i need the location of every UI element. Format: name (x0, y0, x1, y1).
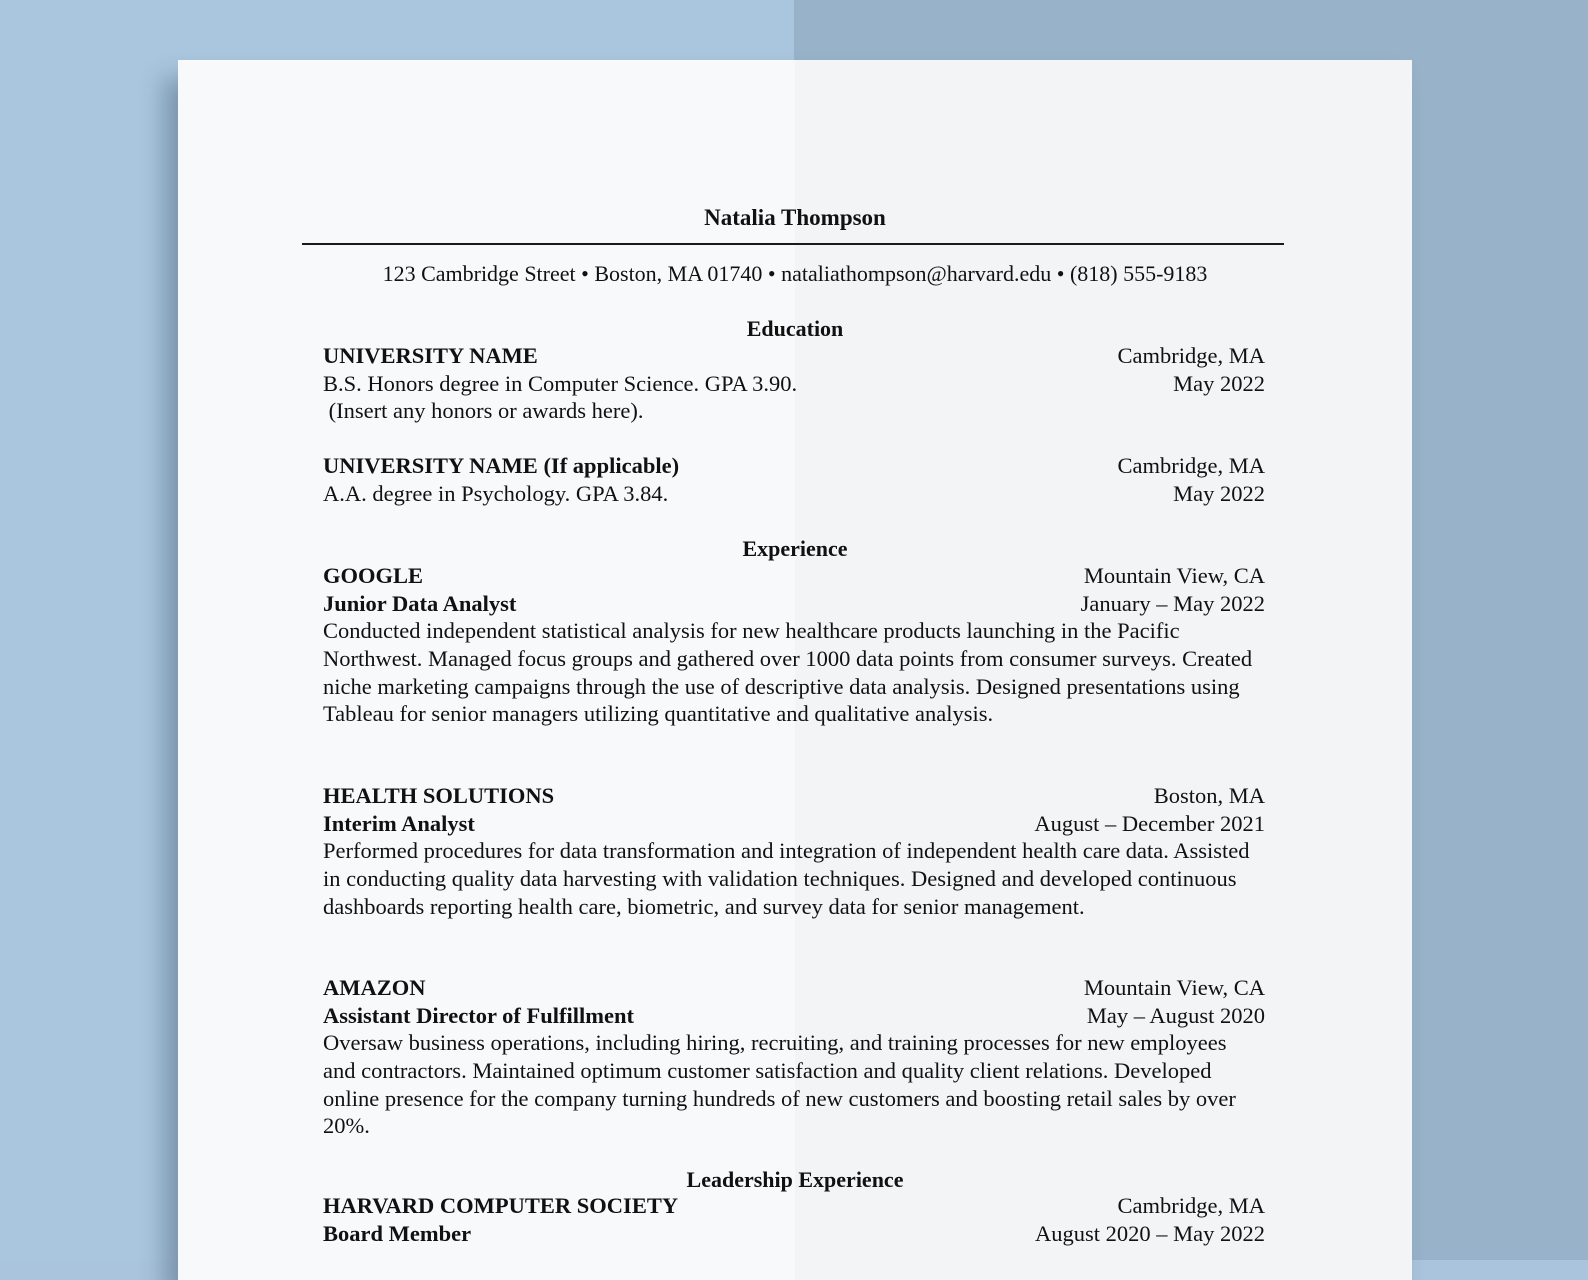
leadership-role: Board Member (323, 1221, 472, 1246)
degree: A.A. degree in Psychology. GPA 3.84. (323, 481, 669, 506)
experience-entry-3-header (323, 974, 1265, 1002)
company-location: Mountain View, CA (1083, 563, 1265, 588)
leadership-entry-1-header (323, 1192, 1265, 1220)
job-title: Assistant Director of Fulfillment (323, 1003, 635, 1028)
experience-entry-2-role (323, 810, 1265, 838)
job-title: Junior Data Analyst (323, 591, 517, 616)
company-location: Boston, MA (1153, 783, 1265, 808)
resume-name: Natalia Thompson (704, 205, 886, 230)
resume-page (178, 60, 1412, 1280)
experience-entry-2-header (323, 782, 1265, 810)
experience-entry-1-role (323, 590, 1265, 618)
graduation-date: May 2022 (1173, 371, 1265, 396)
company-location: Mountain View, CA (1083, 975, 1265, 1000)
job-description: Conducted independent statistical analysis for new healthcare products launching in the Pacific Northwest. Managed focus groups and gathered over 1000 data points from consumer surveys. Created niche marketing campaigns through the use of descriptive data analysis. Designed presentations using Tableau for senior managers utilizing quantitative and qualitative analysis. (323, 618, 1253, 727)
education-entry-1-note (323, 397, 1265, 425)
company-name: HEALTH SOLUTIONS (323, 783, 555, 808)
organization-location: Cambridge, MA (1117, 1193, 1265, 1218)
education-entry-2-header (323, 452, 1265, 480)
school-location: Cambridge, MA (1117, 343, 1265, 368)
leadership-dates: August 2020 – May 2022 (1035, 1221, 1265, 1246)
job-dates: August – December 2021 (1034, 811, 1265, 836)
leadership-entry-1-role (323, 1220, 1265, 1248)
experience-entry-3-role (323, 1002, 1265, 1030)
leadership-heading: Leadership Experience (686, 1167, 904, 1192)
company-name: GOOGLE (323, 563, 424, 588)
job-description: Oversaw business operations, including hiring, recruiting, and training processes for new employees and contractors. Maintained optimum customer satisfaction and quality client relations. Developed online presence for the company turning hundreds of new customers and boosting retail sales by over 20%. (323, 1030, 1236, 1139)
school-name: UNIVERSITY NAME (If applicable) (323, 453, 680, 478)
school-name: UNIVERSITY NAME (323, 343, 538, 368)
organization-name: HARVARD COMPUTER SOCIETY (323, 1193, 679, 1218)
graduation-date: May 2022 (1173, 481, 1265, 506)
education-entry-1-degree (323, 370, 1265, 398)
degree: B.S. Honors degree in Computer Science. GPA 3.90. (323, 371, 798, 396)
education-entry-1-header (323, 342, 1265, 370)
contact-line: 123 Cambridge Street • Boston, MA 01740 • nataliathompson@harvard.edu • (818) 555-9183 (382, 261, 1208, 286)
job-dates: January – May 2022 (1080, 591, 1265, 616)
school-location: Cambridge, MA (1117, 453, 1265, 478)
job-description: Performed procedures for data transformation and integration of independent health care data. Assisted in conducting quality data harvesting with validation techniques. Designed and developed continuous dashboards reporting health care, biometric, and survey data for senior management. (323, 838, 1250, 919)
job-dates: May – August 2020 (1086, 1003, 1265, 1028)
education-heading: Education (746, 316, 844, 341)
header-divider (302, 243, 1284, 245)
company-name: AMAZON (323, 975, 426, 1000)
education-entry-2-degree (323, 480, 1265, 508)
job-title: Interim Analyst (323, 811, 475, 836)
honors-note: (Insert any honors or awards here). (323, 398, 644, 423)
experience-entry-1-header (323, 562, 1265, 590)
experience-heading: Experience (742, 536, 848, 561)
